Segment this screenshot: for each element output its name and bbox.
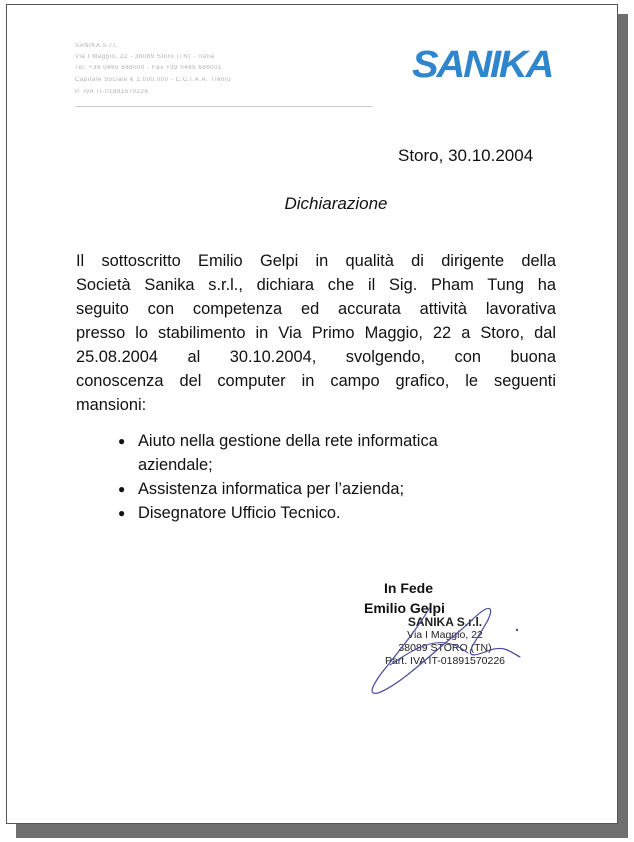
body-line: presso lo stabilimento in Via Primo Maggio, 22 a Storo, dal [76, 324, 556, 342]
letterhead-line: Tel. +39 0465 686000 - Fax +39 0465 686001 [75, 65, 222, 71]
list-item [116, 429, 556, 477]
handwritten-signature [360, 595, 530, 705]
stamp-vat: Part. IVA IT-01891570226 [384, 655, 506, 667]
letterhead-line: Via I Maggio, 22 - 38089 Storo (TN) - Italia [75, 54, 215, 60]
list-item [116, 477, 556, 501]
signature-dot [516, 629, 518, 631]
list-item [116, 501, 556, 525]
body-line: Il sottoscritto Emilio Gelpi in qualità di dirigente della [76, 252, 556, 270]
signature-stroke [372, 607, 520, 693]
task-line: Assistenza informatica per l’azienda; [138, 480, 405, 498]
closing-text: In Fede [384, 580, 434, 596]
letterhead-line: SANIKA S.r.l. [75, 43, 119, 49]
body-line: mansioni: [76, 396, 147, 414]
body-line: Società Sanika s.r.l., dichiara che il Sig. Pham Tung ha [76, 276, 556, 294]
letterhead-line: Capitale Sociale € 1.000.000 - C.C.I.A.A. Trento [75, 77, 232, 83]
bullet-icon: ● [118, 482, 126, 496]
letterhead-line: P. IVA IT-01891570226 [75, 89, 149, 95]
bullet-icon: ● [118, 506, 126, 520]
signer-name: Emilio Gelpi [364, 600, 445, 616]
body-line: conoscenza del computer in campo grafico, le seguenti [76, 372, 556, 390]
task-line: Disegnatore Ufficio Tecnico. [138, 504, 341, 522]
stamp-company: SANIKA S.r.l. [407, 615, 483, 629]
body-line: seguito con competenza ed accurata attività lavorativa [76, 300, 556, 318]
body-line: 25.08.2004 al 30.10.2004, svolgendo, con buona [76, 348, 556, 366]
task-line: aziendale; [138, 456, 213, 474]
task-list [116, 429, 556, 525]
sanika-logo: SANIKA [412, 44, 553, 86]
stamp-city: 38089 STORO (TN) [398, 642, 492, 654]
letterhead-divider [75, 106, 373, 107]
declaration-body [76, 249, 556, 417]
stamp-address: Via I Maggio, 22 [407, 629, 483, 641]
bullet-icon: ● [118, 434, 126, 448]
signature-stroke [390, 643, 468, 665]
letter-date: Storo, 30.10.2004 [398, 146, 534, 165]
document-title: Dichiarazione [284, 194, 388, 213]
task-line: Aiuto nella gestione della rete informatica [138, 432, 438, 450]
letterhead [75, 43, 375, 111]
